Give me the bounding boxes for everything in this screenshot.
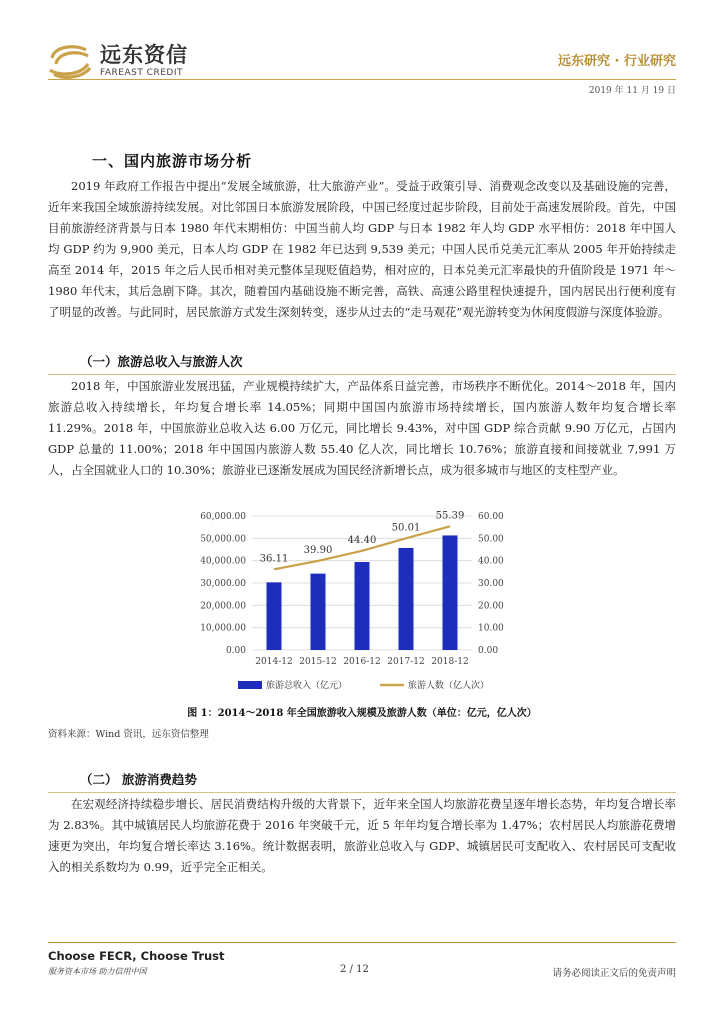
y-left-tick-label: 10,000.00	[200, 623, 246, 634]
bar	[443, 535, 458, 650]
data-label: 39.90	[303, 544, 333, 556]
report-type: 远东研究 · 行业研究	[558, 54, 676, 69]
header-divider	[48, 79, 676, 80]
subsection-title-consumption: （二） 旅游消费趋势	[80, 772, 197, 787]
company-logo-icon	[46, 40, 94, 80]
y-left-tick-label: 30,000.00	[200, 579, 246, 589]
paragraph-consumption: 在宏观经济持续稳步增长、居民消费结构升级的大背景下，近年来全国人均旅游花费呈逐年增长态势，年均复合增长率为 2.83%。其中城镇居民人均旅游花费于 2016 年突破千元，近 5 年年均复合增长率为 1.47%；农村居民人均旅游花费增速更为突出，年均复合增长率达 3.16%。统计数据表明，旅游业总收入与 GDP、城镇居民可支配收入、农村居民可支配收入的相关系数均为 0.99，近乎完全正相关。	[48, 797, 676, 874]
footer-divider	[48, 942, 676, 943]
y-left-tick-label: 50,000.00	[200, 534, 246, 545]
x-tick-label: 2018-12	[431, 657, 469, 667]
data-label: 55.39	[435, 510, 465, 522]
y-right-tick-label: 20.00	[478, 601, 504, 612]
bar	[355, 562, 370, 650]
x-tick-label: 2016-12	[343, 657, 381, 667]
tourism-chart	[190, 500, 530, 705]
legend-label-visitors: 旅游人数（亿人次）	[408, 681, 490, 691]
paragraph-intro: 2019 年政府工作报告中提出“发展全域旅游，壮大旅游产业”。受益于政策引导、消费观念改变以及基础设施的完善，近年来我国全域旅游持续发展。对比邻国日本旅游发展阶段，中国已经度过起步阶段，目前处于高速发展阶段。首先，中国目前旅游经济背景与日本 1980 年代末期相仿：中国当前人均 GDP 与日本 1982 年人均 GDP 水平相仿：2018 年中国人均 GDP 约为 9,900 美元，日本人均 GDP 在 1982 年已达到 9,539 美元；中国人民币兑美元汇率从 2005 年开始持续走高至 2014 年，2015 年之后人民币相对美元整体呈现贬值趋势，相对应的，日本兑美元汇率最快的升值阶段是 1971 年～1980 年代末，其后急剧下降。其次，随着国内基础设施不断完善，高铁、高速公路里程快速提升，国内居民出行便利度有了明显的改善。与此同时，居民旅游方式发生深刻转变，逐步从过去的“走马观花”观光游转变为休闲度假游与深度体验游。	[48, 179, 676, 319]
data-label: 50.01	[391, 522, 421, 534]
y-left-tick-label: 0.00	[225, 646, 246, 656]
legend-swatch-bar	[238, 681, 262, 689]
logo-cn: 远东资信	[100, 43, 188, 67]
section-title-domestic-tourism: 一、国内旅游市场分析	[92, 152, 253, 170]
logo	[100, 44, 188, 78]
logo-en: FAREAST CREDIT	[100, 68, 183, 78]
chart-caption: 图 1：2014～2018 年全国旅游收入规模及旅游人数（单位：亿元，亿人次）	[187, 708, 537, 719]
data-label: 44.40	[347, 534, 377, 546]
y-right-tick-label: 50.00	[478, 534, 504, 545]
chart-source: 资料来源：Wind 资讯，远东资信整理	[48, 729, 209, 740]
subsection-title-revenue: （一）旅游总收入与旅游人次	[80, 354, 243, 369]
paragraph-revenue: 2018 年，中国旅游业发展迅猛，产业规模持续扩大，产品体系日益完善，市场秩序不断优化。2014～2018 年，国内旅游总收入持续增长，年均复合增长率 14.05%；同期中国国内旅游市场持续增长，国内旅游人数年均复合增长率 11.29%。2018 年，中国旅游业总收入达 6.00 万亿元，同比增长 9.43%，对中国 GDP 综合贡献 9.90 万亿元，占国内 GDP 总量的 11.00%；2018 年中国国内旅游人数 55.40 亿人次，同比增长 10.76%；旅游直接和间接就业 7,991 万人，占全国就业人口的 10.30%；旅游业已逐渐发展成为国民经济新增长点，成为很多城市与地区的支柱型产业。	[48, 379, 676, 477]
footer-slogan: Choose FECR, Choose Trust	[48, 949, 225, 963]
footer-subslogan: 服务资本市场 助力信用中国	[48, 967, 147, 976]
bar	[267, 582, 282, 650]
y-right-tick-label: 40.00	[478, 556, 504, 567]
subsection-divider	[48, 374, 676, 375]
bar	[399, 548, 414, 650]
report-date: 2019 年 11 月 19 日	[588, 86, 676, 96]
y-right-tick-label: 0.00	[478, 646, 499, 656]
x-tick-label: 2017-12	[387, 657, 425, 667]
y-right-tick-label: 60.00	[478, 512, 504, 522]
bar	[311, 574, 326, 650]
y-left-tick-label: 60,000.00	[200, 512, 246, 522]
data-label: 36.11	[259, 553, 289, 565]
x-tick-label: 2015-12	[299, 657, 337, 667]
legend-label-revenue: 旅游总收入（亿元）	[266, 681, 348, 691]
y-right-tick-label: 30.00	[478, 579, 504, 589]
x-tick-label: 2014-12	[255, 657, 293, 667]
y-left-tick-label: 40,000.00	[200, 556, 246, 567]
y-left-tick-label: 20,000.00	[200, 601, 246, 612]
footer-disclaimer: 请务必阅读正文后的免责声明	[552, 968, 676, 979]
subsection-divider-2	[48, 792, 676, 793]
y-right-tick-label: 10.00	[478, 623, 504, 634]
page-number: 2 / 12	[340, 964, 369, 975]
